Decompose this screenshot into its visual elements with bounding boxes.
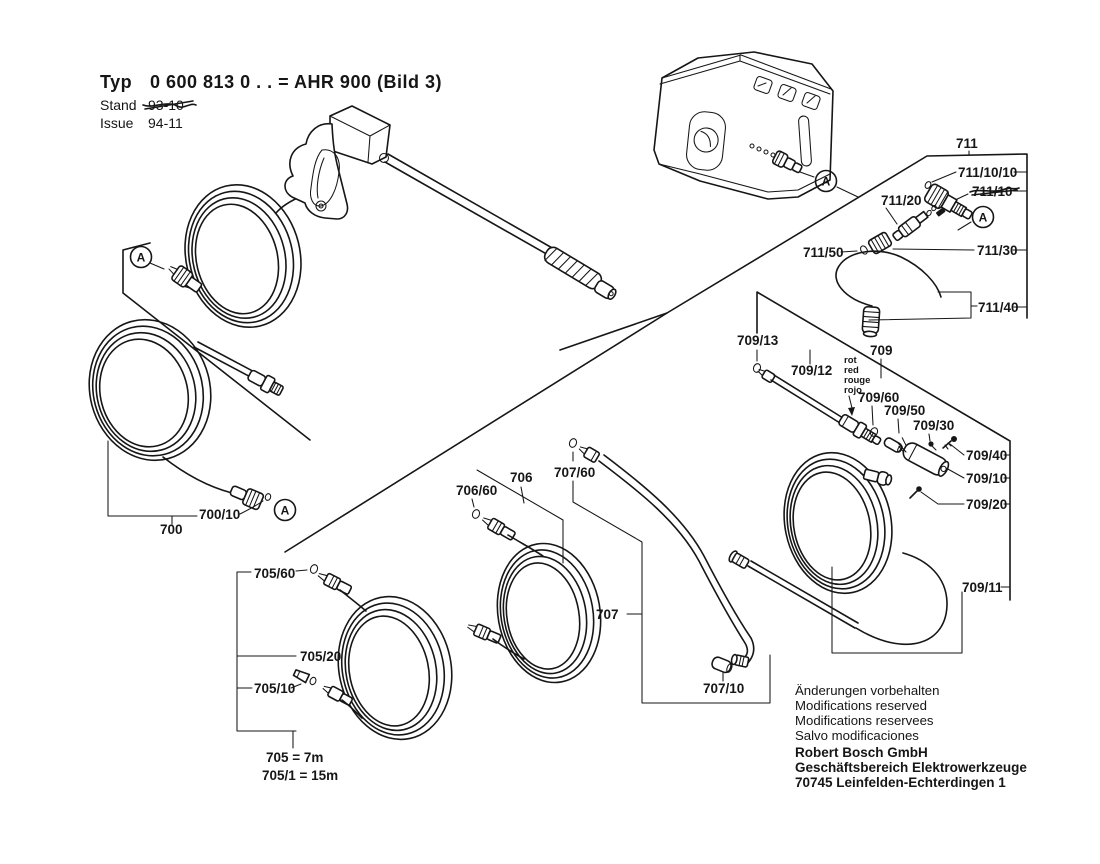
screw-709-40 <box>943 436 957 449</box>
leader-706-60 <box>472 499 474 507</box>
label-709-50: 709/50 <box>884 403 926 418</box>
o-ring-705-10 <box>309 676 317 685</box>
bracket-705 <box>237 572 296 748</box>
machine-top-ridge <box>660 55 831 94</box>
hose-coil-706 <box>487 535 612 691</box>
label-711-10: 711/10 <box>972 184 1013 199</box>
label-709-10: 709/10 <box>966 471 1008 486</box>
detail-marker-gun-hose <box>131 247 152 268</box>
label-700-10: 700/10 <box>199 507 241 522</box>
hose-coil-705 <box>325 586 464 750</box>
detail-marker-700 <box>275 500 296 521</box>
color-note-fr: rouge <box>844 375 871 386</box>
label-706: 706 <box>510 470 533 485</box>
svg-text:A: A <box>978 210 988 225</box>
o-ring-700-10 <box>264 493 271 501</box>
label-705-10: 705/10 <box>254 681 296 696</box>
label-705-1-length: 705/1 = 15m <box>262 768 339 783</box>
machine-outlet-spigot <box>772 150 804 176</box>
detail-a-leader-gun-hose <box>150 263 164 269</box>
hose-706-lower-stub <box>493 639 524 659</box>
label-707: 707 <box>596 607 619 622</box>
svg-text:A: A <box>280 503 290 518</box>
pressure-washer-unit <box>654 52 858 199</box>
gun-hose-coupler <box>165 261 204 296</box>
spray-gun-body <box>285 106 390 219</box>
detail-marker-711 <box>973 207 994 228</box>
color-note-arrow <box>849 396 852 408</box>
label-709-20: 709/20 <box>966 497 1008 512</box>
leader-709-60 <box>872 406 873 425</box>
bracket-711-40 <box>869 292 977 320</box>
bracket-709-11 <box>832 567 962 653</box>
color-note-arrowhead <box>848 407 855 416</box>
kit-711-adapter <box>803 136 1027 337</box>
adapter-711-10 <box>923 183 975 225</box>
issue-value: 94-11 <box>148 115 183 131</box>
hose-706-upper-stub <box>508 535 543 556</box>
lance-grip-sleeve <box>542 245 604 292</box>
o-ring-706-60 <box>471 509 481 520</box>
company-line-1: Robert Bosch GmbH <box>795 745 928 760</box>
label-711-20: 711/20 <box>881 193 922 208</box>
o-ring-705-60 <box>309 564 319 575</box>
valve-711-20 <box>891 210 929 243</box>
hose-711-40-corrugated-end <box>862 306 880 337</box>
label-705-20: 705/20 <box>300 649 342 664</box>
notice-line-1: Änderungen vorbehalten <box>795 683 940 698</box>
type-value: 0 600 813 0 . . = AHR 900 (Bild 3) <box>150 72 442 92</box>
nozzle-707-10 <box>710 656 733 675</box>
fitting-705-60 <box>316 569 353 596</box>
footer-block <box>795 683 1027 790</box>
kit-705-hose <box>237 564 465 783</box>
nozzle-body-709-10 <box>894 437 951 479</box>
bracket-707 <box>573 481 770 703</box>
label-711-50: 711/50 <box>803 245 844 260</box>
label-709-12: 709/12 <box>791 363 833 378</box>
color-note-en: red <box>844 365 859 376</box>
color-note-es: rojo <box>844 385 862 396</box>
company-line-3: 70745 Leinfelden-Echterdingen 1 <box>795 775 1006 790</box>
machine-body-outline <box>654 52 833 199</box>
kit-706-hose <box>456 470 611 691</box>
machine-handle-recess <box>685 110 727 171</box>
label-709: 709 <box>870 343 893 358</box>
screw-709-20 <box>910 486 922 498</box>
label-711-30: 711/30 <box>977 243 1018 258</box>
notice-line-4: Salvo modificaciones <box>795 728 919 743</box>
machine-base-line <box>659 164 830 192</box>
label-711: 711 <box>956 136 978 151</box>
gun-lance <box>380 154 618 302</box>
title-block <box>100 72 442 131</box>
lance-709-12-fitting <box>837 412 883 448</box>
issue-label: Issue <box>100 115 134 131</box>
stand-label: Stand <box>100 97 137 113</box>
o-ring-707-60 <box>568 438 578 449</box>
hose-700-lower-stub <box>163 457 232 493</box>
notice-line-2: Modifications reserved <box>795 698 927 713</box>
fitting-707-60 <box>577 443 600 463</box>
hose-709-top-fitting <box>863 468 893 487</box>
o-ring-711-50 <box>859 245 869 256</box>
hose-705-upper-stub <box>340 590 366 611</box>
svg-text:A: A <box>821 174 831 189</box>
stand-value: 93-10 <box>148 97 184 113</box>
detail-a-leader-711 <box>958 222 971 230</box>
kit-709 <box>728 333 1010 653</box>
spray-gun-assembly <box>131 106 618 340</box>
notice-line-3: Modifications reservees <box>795 713 934 728</box>
label-707-60: 707/60 <box>554 465 596 480</box>
type-label: Typ <box>100 72 133 92</box>
label-709-30: 709/30 <box>913 418 955 433</box>
label-707-10: 707/10 <box>703 681 745 696</box>
leader-709-50 <box>898 419 899 433</box>
leader-709-30 <box>929 434 930 441</box>
detail-marker-machine <box>816 171 837 192</box>
bracket-700 <box>108 441 197 524</box>
color-note <box>844 355 870 416</box>
label-709-40: 709/40 <box>966 448 1008 463</box>
hose-711-40-loop <box>836 251 941 306</box>
lance-709-12-tube <box>771 375 843 423</box>
label-709-11: 709/11 <box>962 580 1003 595</box>
nozzle-705-20 <box>293 669 309 683</box>
leader-705-60 <box>296 570 307 571</box>
label-700: 700 <box>160 522 183 537</box>
svg-text:A: A <box>136 250 146 265</box>
label-711-10-10: 711/10/10 <box>958 165 1018 180</box>
leader-711-20 <box>886 208 897 224</box>
label-705-60: 705/60 <box>254 566 296 581</box>
label-709-60: 709/60 <box>858 390 900 405</box>
color-note-de: rot <box>844 355 857 366</box>
label-711-40: 711/40 <box>978 300 1019 315</box>
screw-709-30 <box>928 441 936 450</box>
hose-coil-700 <box>74 306 227 474</box>
hose-coil-709-11 <box>771 443 904 604</box>
hose-711-40 <box>836 251 1027 337</box>
o-ring-709-13 <box>752 363 761 374</box>
company-line-2: Geschäftsbereich Elektrowerkzeuge <box>795 760 1027 775</box>
label-705-length: 705 = 7m <box>266 750 324 765</box>
label-706-60: 706/60 <box>456 483 498 498</box>
hose-709-end-fitting <box>728 550 750 570</box>
panel-spur-line <box>560 313 667 350</box>
label-709-13: 709/13 <box>737 333 779 348</box>
